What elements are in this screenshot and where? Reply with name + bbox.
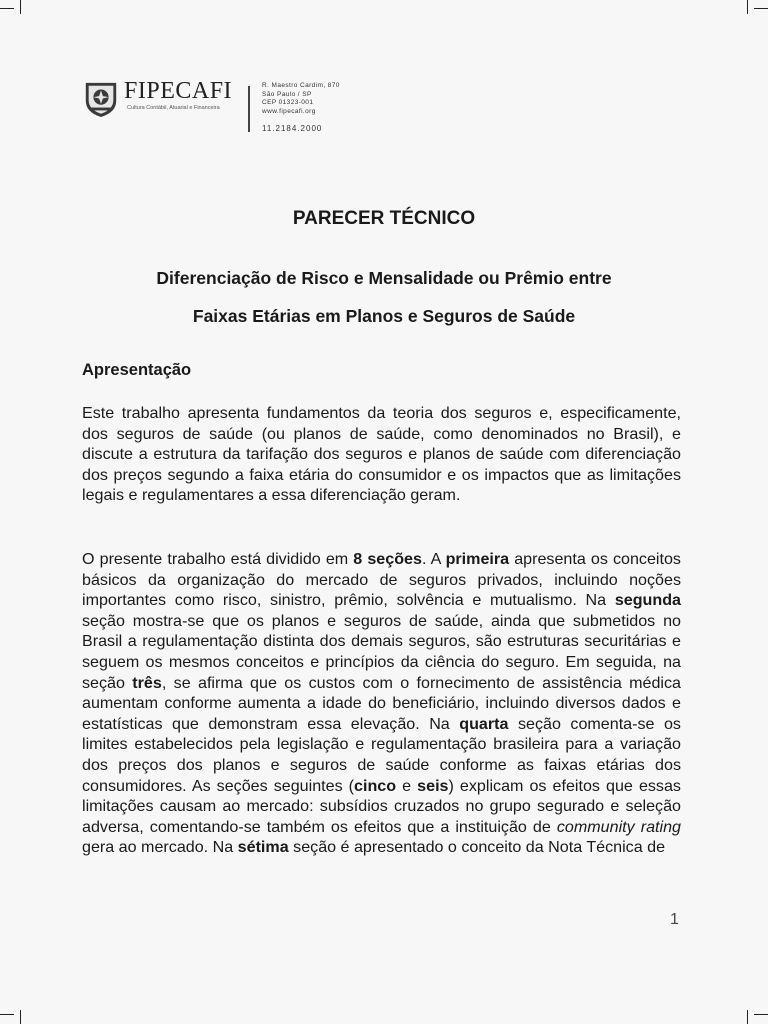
document-subtitle-line2: Faixas Etárias em Planos e Seguros de Saúde [192, 306, 576, 326]
paragraph-2-bold: primeira [445, 550, 510, 568]
logo-tagline: Cultura Contábil, Atuarial e Financeira [127, 105, 220, 111]
address-line: R. Maestro Cardim, 870 [262, 82, 340, 89]
crop-mark-top-left-h [0, 8, 14, 9]
paragraph-2-text: ) explicam os efeitos que essas limitações causam ao mercado: subsídios cruzados no grupo segurado e seleção adversa, comentando-se também os efeitos que a instituição de [82, 776, 681, 836]
paragraph-2-text: apresenta os conceitos básicos da organização do mercado de seguros privados, incluindo noções importantes como risco, sinistro, prêmio, solvência e mutualismo. Na [82, 550, 681, 610]
section-heading: Apresentação [82, 361, 192, 379]
crop-mark-top-left [20, 0, 21, 14]
logo-wordmark: FIPECAFI [124, 78, 233, 104]
crop-mark-bottom-right [747, 1010, 748, 1024]
paragraph-1: Este trabalho apresenta fundamentos da teoria dos seguros e, especificamente, dos seguros de saúde (ou planos de saúde, como denominados no Brasil), e discute a estrutura da tarifação dos seguros e planos de saúde com diferenciação dos preços segundo a faixa etária do consumidor e os impactos que as limitações legais e regulamentares a essa diferenciação geram. [82, 404, 681, 505]
document-title: PARECER TÉCNICO [292, 208, 476, 229]
address-line: CEP 01323-001 [262, 99, 314, 107]
header-divider [248, 86, 250, 132]
paragraph-2-text: gera ao mercado. Na [82, 838, 238, 857]
paragraph-2-text: e [396, 776, 418, 795]
page-number: 1 [670, 911, 679, 928]
crop-mark-top-right [747, 0, 748, 14]
paragraph-2-bold: sétima [237, 838, 289, 857]
website-text: www.fipecafi.org [262, 107, 316, 115]
paragraph-2-bold: 8 seções [353, 550, 422, 568]
crop-mark-top-right-h [754, 8, 768, 9]
paragraph-2-text: O presente trabalho está dividido em [82, 550, 354, 568]
fipecafi-emblem-icon [82, 80, 120, 118]
address-line: São Paulo / SP [262, 90, 312, 98]
crop-mark-bottom-right-h [754, 1014, 768, 1015]
document-subtitle-line1: Diferenciação de Risco e Mensalidade ou Prêmio entre [156, 268, 612, 288]
paragraph-2 [82, 549, 681, 858]
address-block [262, 82, 340, 116]
paragraph-2-bold: cinco [354, 776, 397, 795]
paragraph-2-text: seção é apresentado o conceito da Nota Técnica de [288, 838, 666, 857]
crop-mark-bottom-left-h [0, 1014, 14, 1015]
crop-mark-bottom-left [20, 1010, 21, 1024]
paragraph-2-bold: seis [417, 776, 449, 795]
paragraph-2-text: , se afirma que os custos com o fornecimento de assistência médica aumentam conforme aumenta a idade do beneficiário, incluindo diversos dados e estatísticas que demonstram essa elevação. Na [82, 673, 681, 733]
letterhead [82, 76, 352, 136]
paragraph-2-text: seção comenta-se os limites estabelecidos pela legislação e regulamentação brasileira para a variação dos preços dos planos e seguros de saúde conforme as faixas etárias dos consumidores. As seções seguintes ( [82, 714, 681, 795]
phone-number: 11.2184.2000 [262, 124, 323, 133]
paragraph-2-text: seção mostra-se que os planos e seguros de saúde, ainda que submetidos no Brasil a regulamentação distinta dos demais seguros, são estruturas securitárias e seguem os mesmos conceitos e princípios da ciência do seguro. Em seguida, na seção [82, 611, 681, 692]
paragraph-2-italic: community rating [556, 817, 681, 836]
paragraph-2-bold: três [132, 673, 162, 692]
paragraph-2-bold: segunda [614, 591, 681, 610]
paragraph-2-text: . A [421, 550, 446, 568]
paragraph-2-bold: quarta [459, 714, 509, 733]
